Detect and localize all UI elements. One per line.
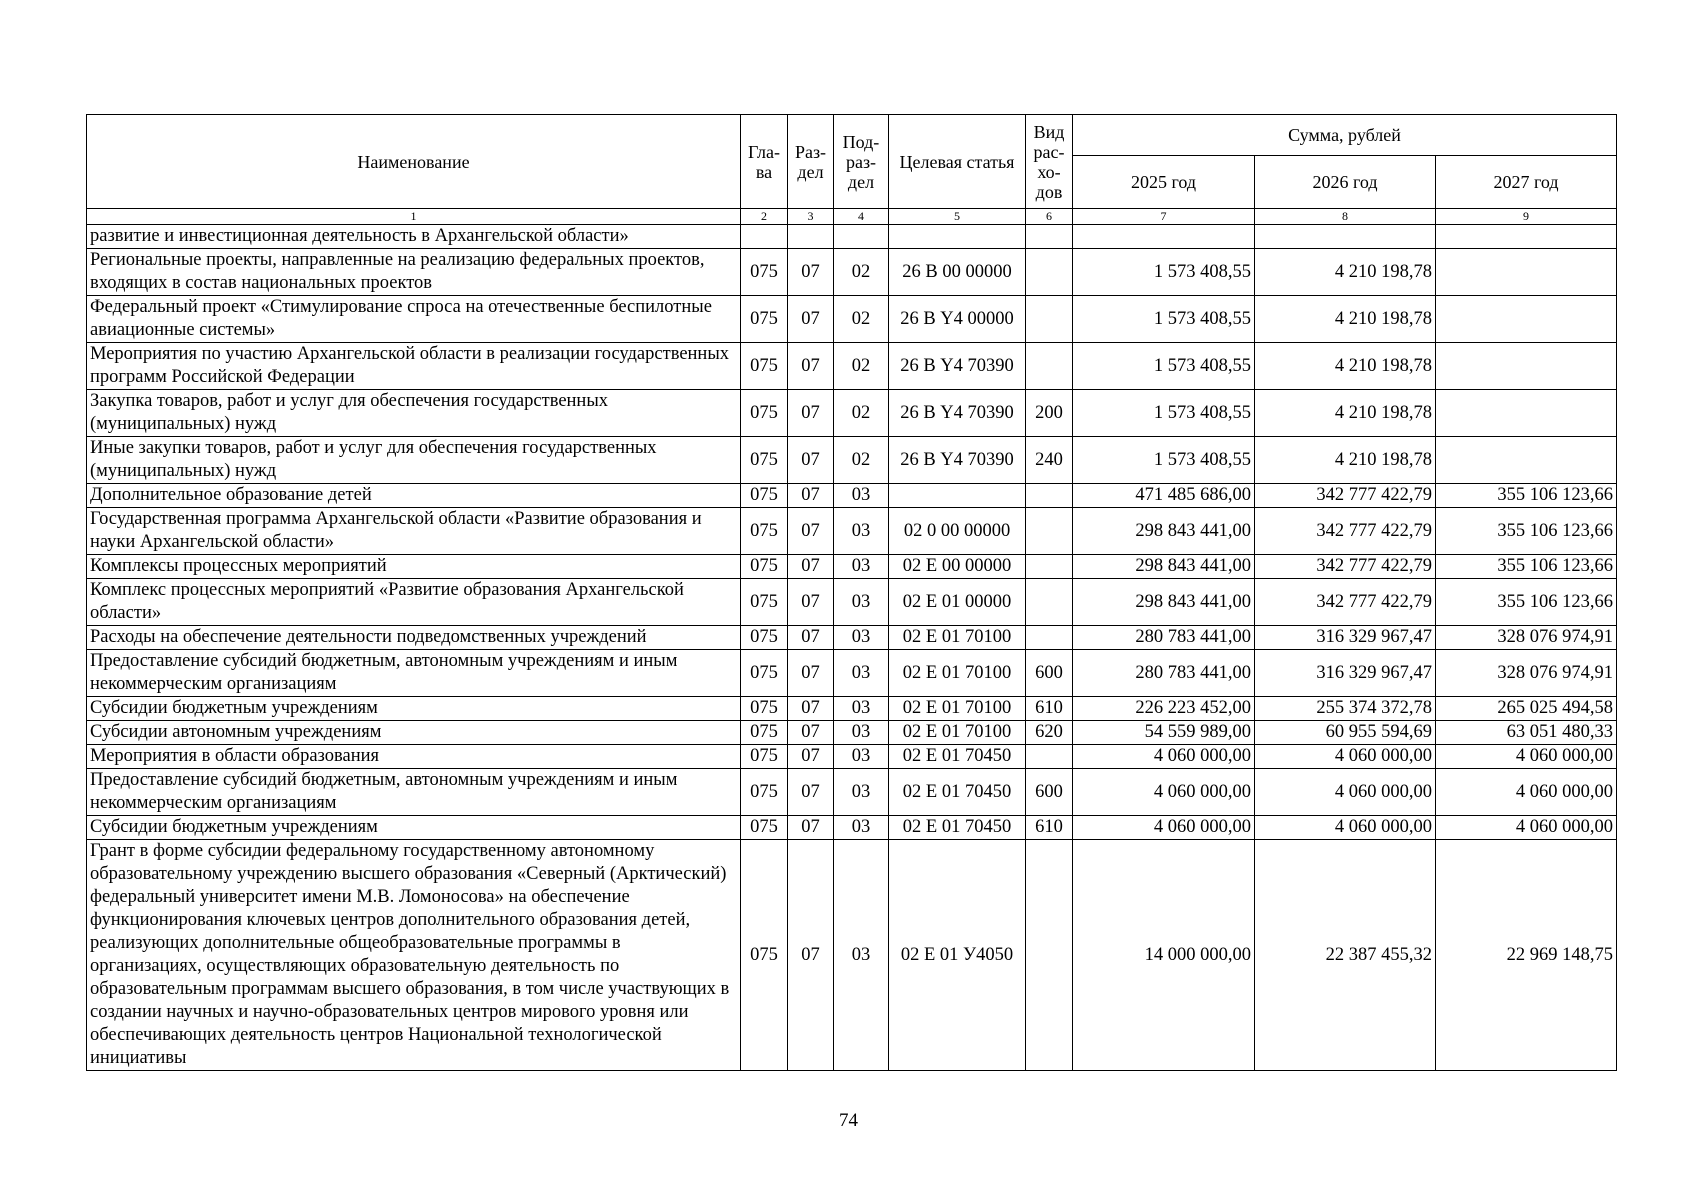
header-year-2025: 2025 год: [1073, 156, 1255, 209]
cell-podrazdel: 03: [834, 626, 889, 650]
cell-celevaya-statya: 02 Е 01 70450: [889, 769, 1026, 816]
cell-sum-2026: 4 060 000,00: [1255, 745, 1436, 769]
cell-sum-2027: [1436, 296, 1617, 343]
table-row: [87, 579, 1617, 626]
cell-podrazdel: 03: [834, 555, 889, 579]
cell-sum-2027: 355 106 123,66: [1436, 508, 1617, 555]
column-number: 2: [741, 209, 788, 225]
cell-vid-raskhodov: [1026, 626, 1073, 650]
cell-sum-2025: 280 783 441,00: [1073, 626, 1255, 650]
cell-glava: 075: [741, 769, 788, 816]
cell-name: Дополнительное образование детей: [87, 484, 741, 508]
cell-name: Мероприятия по участию Архангельской области в реализации государственных программ Российской Федерации: [87, 343, 741, 390]
cell-razdel: 07: [788, 769, 834, 816]
cell-name: Комплексы процессных мероприятий: [87, 555, 741, 579]
cell-name: Государственная программа Архангельской области «Развитие образования и науки Архангельской области»: [87, 508, 741, 555]
column-number: 6: [1026, 209, 1073, 225]
cell-sum-2026: 4 210 198,78: [1255, 249, 1436, 296]
cell-sum-2026: 342 777 422,79: [1255, 508, 1436, 555]
cell-sum-2027: 328 076 974,91: [1436, 650, 1617, 697]
cell-name: Субсидии бюджетным учреждениям: [87, 697, 741, 721]
cell-podrazdel: 03: [834, 816, 889, 840]
cell-name: Субсидии автономным учреждениям: [87, 721, 741, 745]
cell-celevaya-statya: 02 Е 00 00000: [889, 555, 1026, 579]
cell-glava: 075: [741, 484, 788, 508]
cell-vid-raskhodov: 620: [1026, 721, 1073, 745]
cell-glava: 075: [741, 579, 788, 626]
cell-razdel: 07: [788, 296, 834, 343]
table-row: [87, 484, 1617, 508]
cell-sum-2025: 298 843 441,00: [1073, 508, 1255, 555]
cell-sum-2026: 4 060 000,00: [1255, 769, 1436, 816]
table-row: [87, 555, 1617, 579]
cell-glava: 075: [741, 721, 788, 745]
cell-podrazdel: 03: [834, 840, 889, 1071]
cell-glava: 075: [741, 437, 788, 484]
cell-glava: 075: [741, 508, 788, 555]
cell-sum-2027: [1436, 249, 1617, 296]
cell-celevaya-statya: 26 В Y4 00000: [889, 296, 1026, 343]
cell-sum-2025: 54 559 989,00: [1073, 721, 1255, 745]
table-row: [87, 697, 1617, 721]
cell-name: Мероприятия в области образования: [87, 745, 741, 769]
cell-sum-2026: 342 777 422,79: [1255, 555, 1436, 579]
cell-vid-raskhodov: [1026, 555, 1073, 579]
cell-vid-raskhodov: [1026, 343, 1073, 390]
cell-sum-2025: 1 573 408,55: [1073, 296, 1255, 343]
cell-sum-2026: 60 955 594,69: [1255, 721, 1436, 745]
cell-sum-2025: 298 843 441,00: [1073, 555, 1255, 579]
cell-celevaya-statya: 02 Е 01 У4050: [889, 840, 1026, 1071]
cell-sum-2027: 4 060 000,00: [1436, 816, 1617, 840]
cell-sum-2025: 4 060 000,00: [1073, 769, 1255, 816]
cell-name: Федеральный проект «Стимулирование спроса на отечественные беспилотные авиационные системы»: [87, 296, 741, 343]
cell-sum-2025: 1 573 408,55: [1073, 249, 1255, 296]
cell-glava: 075: [741, 343, 788, 390]
cell-podrazdel: 02: [834, 437, 889, 484]
cell-vid-raskhodov: 200: [1026, 390, 1073, 437]
table-row: [87, 721, 1617, 745]
cell-sum-2027: [1436, 225, 1617, 249]
cell-sum-2027: 265 025 494,58: [1436, 697, 1617, 721]
cell-sum-2027: 355 106 123,66: [1436, 579, 1617, 626]
cell-glava: 075: [741, 555, 788, 579]
cell-razdel: 07: [788, 626, 834, 650]
column-number: 8: [1255, 209, 1436, 225]
cell-podrazdel: 03: [834, 697, 889, 721]
cell-glava: 075: [741, 840, 788, 1071]
cell-sum-2025: 4 060 000,00: [1073, 745, 1255, 769]
table-header: [87, 115, 1617, 225]
cell-name: Иные закупки товаров, работ и услуг для обеспечения государственных (муниципальных) нужд: [87, 437, 741, 484]
cell-name: Закупка товаров, работ и услуг для обеспечения государственных (муниципальных) нужд: [87, 390, 741, 437]
cell-sum-2025: 14 000 000,00: [1073, 840, 1255, 1071]
header-year-2027: 2027 год: [1436, 156, 1617, 209]
cell-vid-raskhodov: [1026, 745, 1073, 769]
cell-vid-raskhodov: 610: [1026, 697, 1073, 721]
cell-celevaya-statya: 02 Е 01 70100: [889, 697, 1026, 721]
column-number: 9: [1436, 209, 1617, 225]
cell-glava: 075: [741, 626, 788, 650]
table-row: [87, 437, 1617, 484]
table-row: [87, 769, 1617, 816]
table-row: [87, 390, 1617, 437]
cell-podrazdel: 02: [834, 343, 889, 390]
cell-sum-2026: 4 210 198,78: [1255, 437, 1436, 484]
cell-glava: 075: [741, 745, 788, 769]
column-number: 5: [889, 209, 1026, 225]
cell-name: Предоставление субсидий бюджетным, автономным учреждениям и иным некоммерческим организациям: [87, 769, 741, 816]
cell-sum-2027: [1436, 343, 1617, 390]
cell-glava: [741, 225, 788, 249]
table-row: [87, 343, 1617, 390]
cell-glava: 075: [741, 249, 788, 296]
cell-name: Региональные проекты, направленные на реализацию федеральных проектов, входящих в состав национальных проектов: [87, 249, 741, 296]
cell-podrazdel: 03: [834, 579, 889, 626]
table-row: [87, 249, 1617, 296]
cell-celevaya-statya: 02 Е 01 70100: [889, 650, 1026, 697]
cell-sum-2027: 355 106 123,66: [1436, 484, 1617, 508]
cell-vid-raskhodov: [1026, 484, 1073, 508]
cell-name: Комплекс процессных мероприятий «Развитие образования Архангельской области»: [87, 579, 741, 626]
cell-razdel: 07: [788, 745, 834, 769]
cell-razdel: 07: [788, 555, 834, 579]
header-podrazdel: Под-раз-дел: [834, 115, 889, 209]
cell-name: развитие и инвестиционная деятельность в Архангельской области»: [87, 225, 741, 249]
cell-razdel: 07: [788, 816, 834, 840]
table-row: [87, 650, 1617, 697]
cell-celevaya-statya: 26 В Y4 70390: [889, 390, 1026, 437]
header-razdel: Раз-дел: [788, 115, 834, 209]
cell-sum-2026: 4 210 198,78: [1255, 390, 1436, 437]
cell-podrazdel: 03: [834, 745, 889, 769]
cell-sum-2025: 298 843 441,00: [1073, 579, 1255, 626]
cell-sum-2027: 328 076 974,91: [1436, 626, 1617, 650]
cell-podrazdel: [834, 225, 889, 249]
cell-razdel: 07: [788, 579, 834, 626]
cell-celevaya-statya: [889, 225, 1026, 249]
cell-sum-2026: [1255, 225, 1436, 249]
column-number-row: [87, 209, 1617, 225]
cell-vid-raskhodov: 600: [1026, 769, 1073, 816]
header-name: Наименование: [87, 115, 741, 209]
cell-podrazdel: 02: [834, 390, 889, 437]
cell-sum-2027: 63 051 480,33: [1436, 721, 1617, 745]
cell-sum-2027: 22 969 148,75: [1436, 840, 1617, 1071]
table-row: [87, 840, 1617, 1071]
cell-celevaya-statya: 02 Е 01 70100: [889, 626, 1026, 650]
cell-razdel: 07: [788, 343, 834, 390]
cell-celevaya-statya: 02 Е 01 00000: [889, 579, 1026, 626]
cell-name: Грант в форме субсидии федеральному государственному автономному образовательному учреждению высшего образования «Северный (Арктический) федеральный университет имени М.В. Ломоносова» на обеспечение функционирования ключевых центров дополнительного образования детей, реализующих дополнительные общеобразовательные программы в организациях, осуществляющих образовательную деятельность по образовательным программам высшего образования, в том числе участвующих в создании научных и научно-образовательных центров мирового уровня или обеспечивающих деятельность центров Национальной технологической инициативы: [87, 840, 741, 1071]
cell-vid-raskhodov: [1026, 508, 1073, 555]
cell-vid-raskhodov: [1026, 225, 1073, 249]
cell-vid-raskhodov: [1026, 579, 1073, 626]
cell-celevaya-statya: 02 Е 01 70450: [889, 816, 1026, 840]
table-row: [87, 745, 1617, 769]
table-row: [87, 626, 1617, 650]
cell-vid-raskhodov: [1026, 296, 1073, 343]
cell-razdel: [788, 225, 834, 249]
column-number: 7: [1073, 209, 1255, 225]
cell-podrazdel: 03: [834, 721, 889, 745]
cell-celevaya-statya: 02 Е 01 70450: [889, 745, 1026, 769]
cell-razdel: 07: [788, 840, 834, 1071]
cell-podrazdel: 03: [834, 769, 889, 816]
cell-celevaya-statya: [889, 484, 1026, 508]
cell-glava: 075: [741, 816, 788, 840]
cell-sum-2027: 355 106 123,66: [1436, 555, 1617, 579]
cell-vid-raskhodov: 600: [1026, 650, 1073, 697]
cell-name: Субсидии бюджетным учреждениям: [87, 816, 741, 840]
cell-celevaya-statya: 02 0 00 00000: [889, 508, 1026, 555]
table-row: [87, 508, 1617, 555]
cell-sum-2026: 4 210 198,78: [1255, 343, 1436, 390]
cell-sum-2025: 1 573 408,55: [1073, 390, 1255, 437]
cell-razdel: 07: [788, 650, 834, 697]
cell-sum-2026: 4 060 000,00: [1255, 816, 1436, 840]
cell-celevaya-statya: 26 В 00 00000: [889, 249, 1026, 296]
cell-sum-2027: 4 060 000,00: [1436, 769, 1617, 816]
cell-glava: 075: [741, 390, 788, 437]
cell-sum-2025: 1 573 408,55: [1073, 343, 1255, 390]
cell-razdel: 07: [788, 721, 834, 745]
cell-sum-2027: [1436, 437, 1617, 484]
cell-podrazdel: 03: [834, 650, 889, 697]
cell-vid-raskhodov: [1026, 249, 1073, 296]
cell-sum-2026: 4 210 198,78: [1255, 296, 1436, 343]
cell-sum-2026: 22 387 455,32: [1255, 840, 1436, 1071]
header-year-2026: 2026 год: [1255, 156, 1436, 209]
header-celevaya-statya: Целевая статья: [889, 115, 1026, 209]
cell-glava: 075: [741, 697, 788, 721]
cell-celevaya-statya: 26 В Y4 70390: [889, 343, 1026, 390]
cell-name: Предоставление субсидий бюджетным, автономным учреждениям и иным некоммерческим организациям: [87, 650, 741, 697]
cell-sum-2026: 316 329 967,47: [1255, 626, 1436, 650]
cell-razdel: 07: [788, 249, 834, 296]
page-number: 74: [839, 1110, 858, 1131]
cell-razdel: 07: [788, 508, 834, 555]
cell-glava: 075: [741, 296, 788, 343]
cell-podrazdel: 03: [834, 508, 889, 555]
cell-sum-2025: 226 223 452,00: [1073, 697, 1255, 721]
cell-sum-2025: 471 485 686,00: [1073, 484, 1255, 508]
column-number: 1: [87, 209, 741, 225]
table-row: [87, 296, 1617, 343]
cell-celevaya-statya: 26 В Y4 70390: [889, 437, 1026, 484]
cell-name: Расходы на обеспечение деятельности подведомственных учреждений: [87, 626, 741, 650]
cell-vid-raskhodov: 240: [1026, 437, 1073, 484]
table-body: [87, 225, 1617, 1071]
table-row: [87, 816, 1617, 840]
cell-sum-2026: 255 374 372,78: [1255, 697, 1436, 721]
cell-sum-2025: 1 573 408,55: [1073, 437, 1255, 484]
cell-celevaya-statya: 02 Е 01 70100: [889, 721, 1026, 745]
cell-razdel: 07: [788, 697, 834, 721]
cell-razdel: 07: [788, 484, 834, 508]
cell-sum-2026: 342 777 422,79: [1255, 579, 1436, 626]
cell-podrazdel: 03: [834, 484, 889, 508]
cell-podrazdel: 02: [834, 296, 889, 343]
cell-razdel: 07: [788, 390, 834, 437]
column-number: 4: [834, 209, 889, 225]
header-vid-raskhodov: Вид рас-хо-дов: [1026, 115, 1073, 209]
cell-glava: 075: [741, 650, 788, 697]
cell-sum-2026: 316 329 967,47: [1255, 650, 1436, 697]
cell-sum-2025: [1073, 225, 1255, 249]
header-summa: Сумма, рублей: [1073, 115, 1617, 156]
column-number: 3: [788, 209, 834, 225]
cell-razdel: 07: [788, 437, 834, 484]
header-glava: Гла-ва: [741, 115, 788, 209]
budget-table: [86, 114, 1617, 1071]
cell-podrazdel: 02: [834, 249, 889, 296]
cell-sum-2027: [1436, 390, 1617, 437]
cell-sum-2025: 4 060 000,00: [1073, 816, 1255, 840]
table-row: [87, 225, 1617, 249]
cell-vid-raskhodov: 610: [1026, 816, 1073, 840]
cell-vid-raskhodov: [1026, 840, 1073, 1071]
cell-sum-2027: 4 060 000,00: [1436, 745, 1617, 769]
cell-sum-2026: 342 777 422,79: [1255, 484, 1436, 508]
cell-sum-2025: 280 783 441,00: [1073, 650, 1255, 697]
